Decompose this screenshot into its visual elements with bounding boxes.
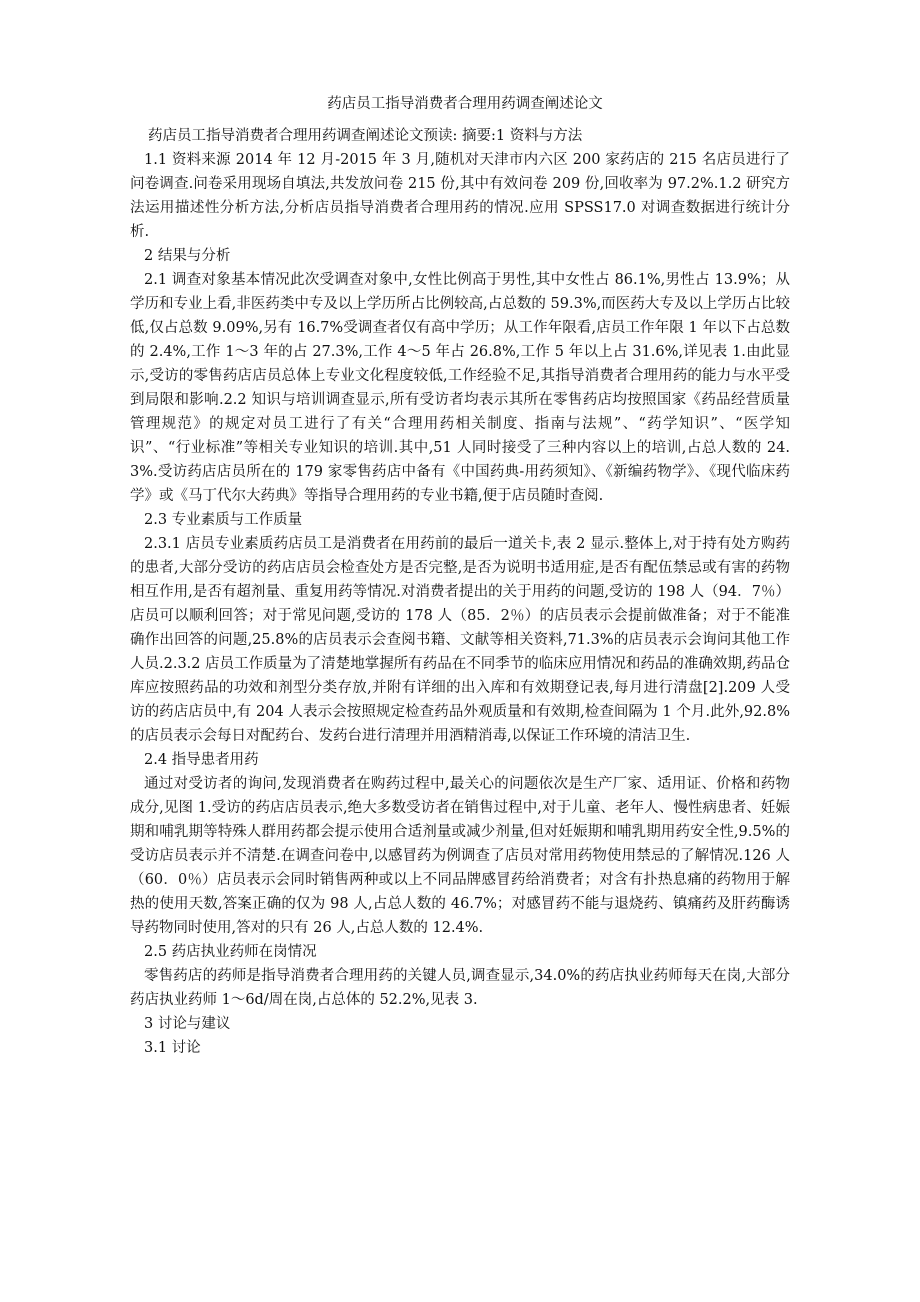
section-heading: 2.5 药店执业药师在岗情况: [144, 944, 317, 960]
body-paragraph: 2.1 调查对象基本情况此次受调查对象中,女性比例高于男性,其中女性占 86.1%,男性占 13.9%；从学历和专业上看,非医药类中专及以上学历所占比例较高,占总数的 59.3%,而医药大专及以上学历占比较低,仅占总数 9.09%,另有 16.7%受调查者仅有高中学历；从工作年限看,店员工作年限 1 年以下占总数的 2.4%,工作 1～3 年的占 27.3%,工作 4～5 年占 26.8%,工作 5 年以上占 31.6%,详见表 1.由此显示,受访的零售药店店员总体上专业文化程度较低,工作经验不足,其指导消费者合理用药的能力与水平受到局限和影响.2.2 知识与培训调查显示,所有受访者均表示其所在零售药店均按照国家《药品经营质量管理规范》的规定对员工进行了有关“合理用药相关制度、指南与法规”、“药学知识”、“医学知识”、“行业标准”等相关专业知识的培训.其中,51 人同时接受了三种内容以上的培训,占总人数的 24.3%.受访药店店员所在的 179 家零售药店中备有《中国药典-用药须知》、《新编药物学》、《现代临床药学》或《马丁代尔大药典》等指导合理用药的专业书籍,便于店员随时查阅.: [130, 272, 790, 504]
body-paragraph: 零售药店的药师是指导消费者合理用药的关键人员,调查显示,34.0%的药店执业药师每天在岗,大部分药店执业药师 1～6d/周在岗,占总体的 52.2%,见表 3.: [130, 968, 790, 1008]
section-heading: 2.3 专业素质与工作质量: [144, 512, 303, 528]
body-paragraph: 通过对受访者的询问,发现消费者在购药过程中,最关心的问题依次是生产厂家、适用证、价格和药物成分,见图 1.受访的药店店员表示,绝大多数受访者在销售过程中,对于儿童、老年人、慢性病患者、妊娠期和哺乳期等特殊人群用药都会提示使用合适剂量或减少剂量,但对妊娠期和哺乳期用药安全性,9.5%的受访店员表示并不清楚.在调查问卷中,以感冒药为例调查了店员对常用药物使用禁忌的了解情况.126 人（60．0％）店员表示会同时销售两种或以上不同品牌感冒药给消费者；对含有扑热息痛的药物用于解热的使用天数,答案正确的仅为 98 人,占总人数的 46.7%；对感冒药不能与退烧药、镇痛药及肝药酶诱导药物同时使用,答对的只有 26 人,占总人数的 12.4%.: [130, 776, 790, 936]
section-heading: 2 结果与分析: [144, 248, 231, 264]
section-heading: 3.1 讨论: [144, 1040, 201, 1056]
document-title: 药店员工指导消费者合理用药调查阐述论文: [327, 96, 603, 112]
body-paragraph: 1.1 资料来源 2014 年 12 月-2015 年 3 月,随机对天津市内六区 200 家药店的 215 名店员进行了问卷调查.问卷采用现场自填法,共发放问卷 215 份,其中有效问卷 209 份,回收率为 97.2%.1.2 研究方法运用描述性分析方法,分析店员指导消费者合理用药的情况.应用 SPSS17.0 对调查数据进行统计分析.: [130, 152, 790, 240]
body-paragraph: 2.3.1 店员专业素质药店员工是消费者在用药前的最后一道关卡,表 2 显示.整体上,对于持有处方购药的患者,大部分受访的药店店员会检查处方是否完整,是否为说明书适用症,是否有配伍禁忌或有害的药物相互作用,是否有超剂量、重复用药等情况.对消费者提出的关于用药的问题,受访的 198 人（94．7％）店员可以顺利回答；对于常见问题,受访的 178 人（85．2％）的店员表示会提前做准备；对于不能准确作出回答的问题,25.8%的店员表示会查阅书籍、文献等相关资料,71.3%的店员表示会询问其他工作人员.2.3.2 店员工作质量为了清楚地掌握所有药品在不同季节的临床应用情况和药品的准确效期,药品仓库应按照药品的功效和剂型分类存放,并附有详细的出入库和有效期登记表,每月进行清盘[2].209 人受访的药店店员中,有 204 人表示会按照规定检查药品外观质量和有效期,检查间隔为 1 个月.此外,92.8%的店员表示会每日对配药台、发药台进行清理并用酒精消毒,以保证工作环境的清洁卫生.: [130, 536, 790, 744]
document-body: [0, 148, 920, 1060]
document-page: [0, 92, 920, 1060]
section-heading: 2.4 指导患者用药: [144, 752, 259, 768]
document-subtitle: 药店员工指导消费者合理用药调查阐述论文预读: 摘要:1 资料与方法: [148, 128, 583, 144]
section-heading: 3 讨论与建议: [144, 1016, 231, 1032]
